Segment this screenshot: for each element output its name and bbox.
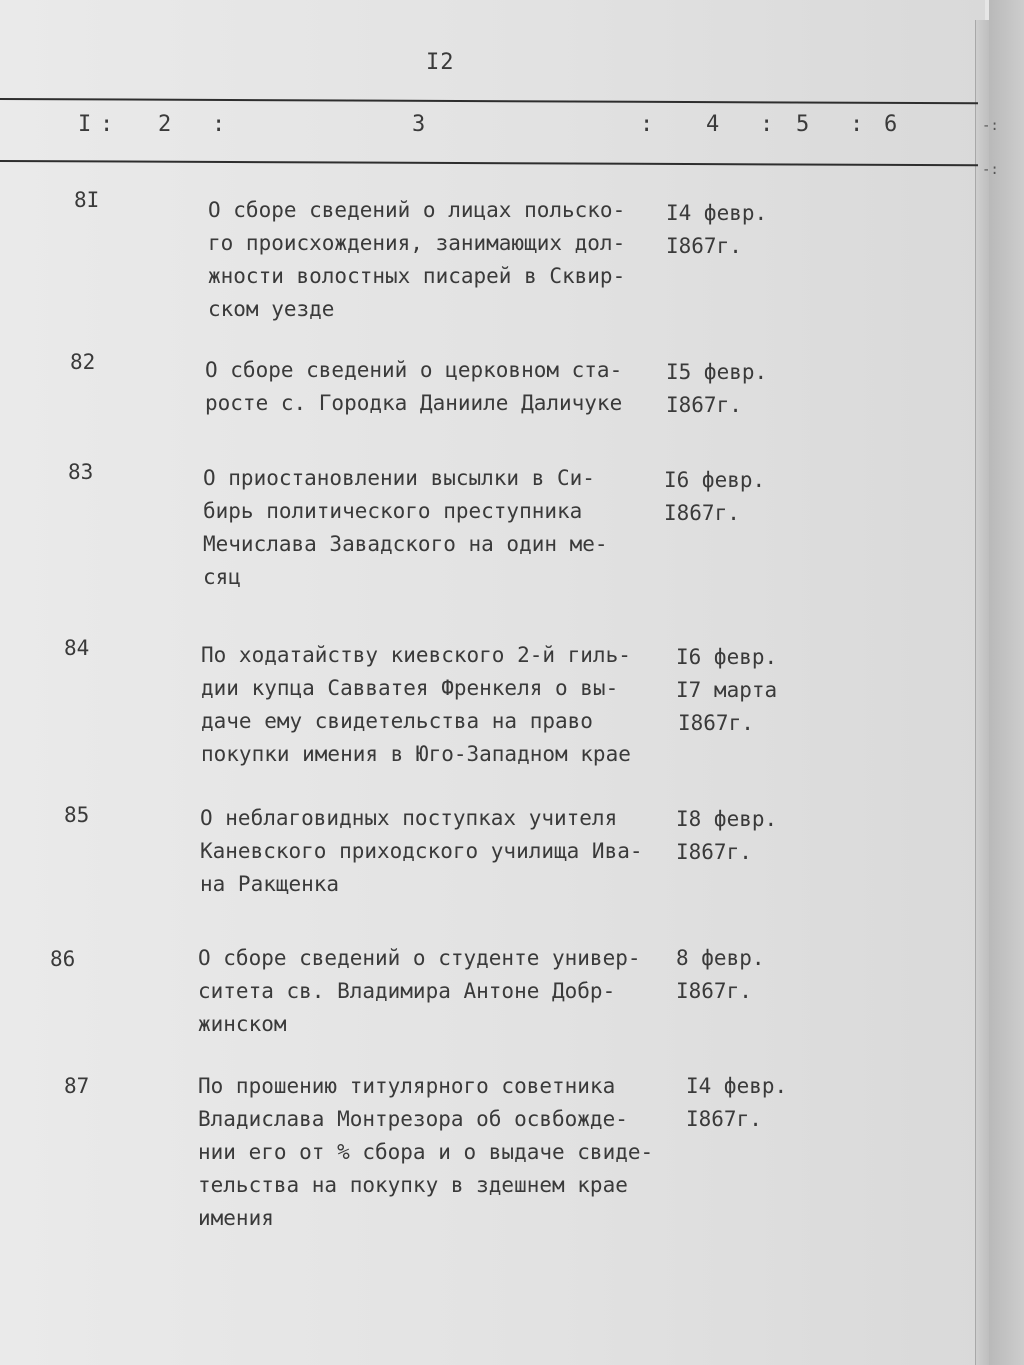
entry-date: I6 февр. I7 марта I867г. bbox=[676, 645, 778, 735]
column-header-5: 5 bbox=[796, 112, 810, 137]
entry-number: 84 bbox=[64, 636, 90, 660]
entry-date: I5 февр. I867г. bbox=[666, 360, 768, 417]
column-separator: : bbox=[850, 112, 864, 137]
entry-number: 87 bbox=[64, 1074, 90, 1098]
entry-title: О приостановлении высылки в Си- бирь политического преступника Мечислава Завадского на один ме- сяц bbox=[203, 466, 608, 589]
column-header-4: 4 bbox=[706, 112, 720, 137]
entry-title: О сборе сведений о церковном ста- росте с. Городка Данииле Даличуке bbox=[205, 358, 623, 415]
entry-date: I4 февр. I867г. bbox=[686, 1074, 788, 1131]
entry-title: О неблаговидных поступках учителя Каневского приходского училища Ива- на Ракщенка bbox=[200, 806, 643, 896]
entry-date: I6 февр. I867г. bbox=[664, 468, 766, 525]
column-header-3: 3 bbox=[412, 112, 426, 137]
column-separator: : bbox=[100, 112, 114, 137]
entry-date: I4 февр. I867г. bbox=[666, 201, 768, 258]
column-header-1: I bbox=[78, 112, 92, 137]
background-strip bbox=[989, 0, 1024, 1365]
margin-tick: -: bbox=[982, 118, 999, 134]
entry-date: 8 февр. I867г. bbox=[676, 946, 765, 1003]
entry-number: 83 bbox=[68, 460, 94, 484]
column-separator: : bbox=[640, 112, 654, 137]
paper-edge bbox=[975, 20, 990, 1365]
entry-title: По ходатайству киевского 2-й гиль- дии купца Савватея Френкеля о вы- даче ему свидетельства на право покупки имения в Юго-Западном крае bbox=[201, 643, 631, 766]
column-header-2: 2 bbox=[158, 112, 172, 137]
entry-title: По прошению титулярного советника Владислава Монтрезора об освбожде- нии его от % сбора и о выдаче свиде- тельства на покупку в здешнем крае имения bbox=[198, 1074, 654, 1230]
entry-title: О сборе сведений о студенте универ- ситета св. Владимира Антоне Добр- жинском bbox=[198, 946, 641, 1036]
entry-number: 8I bbox=[74, 188, 100, 212]
entry-number: 82 bbox=[70, 350, 96, 374]
page-number: I2 bbox=[426, 50, 455, 75]
entry-number: 86 bbox=[50, 947, 76, 971]
column-separator: : bbox=[212, 112, 226, 137]
column-separator: : bbox=[760, 112, 774, 137]
column-header-6: 6 bbox=[884, 112, 898, 137]
margin-tick: -: bbox=[982, 162, 999, 178]
entry-number: 85 bbox=[64, 803, 90, 827]
entry-date: I8 февр. I867г. bbox=[676, 807, 778, 864]
entry-title: О сборе сведений о лицах польско- го происхождения, занимающих дол- жности волостных писарей в Сквир- ском уезде bbox=[208, 198, 626, 321]
